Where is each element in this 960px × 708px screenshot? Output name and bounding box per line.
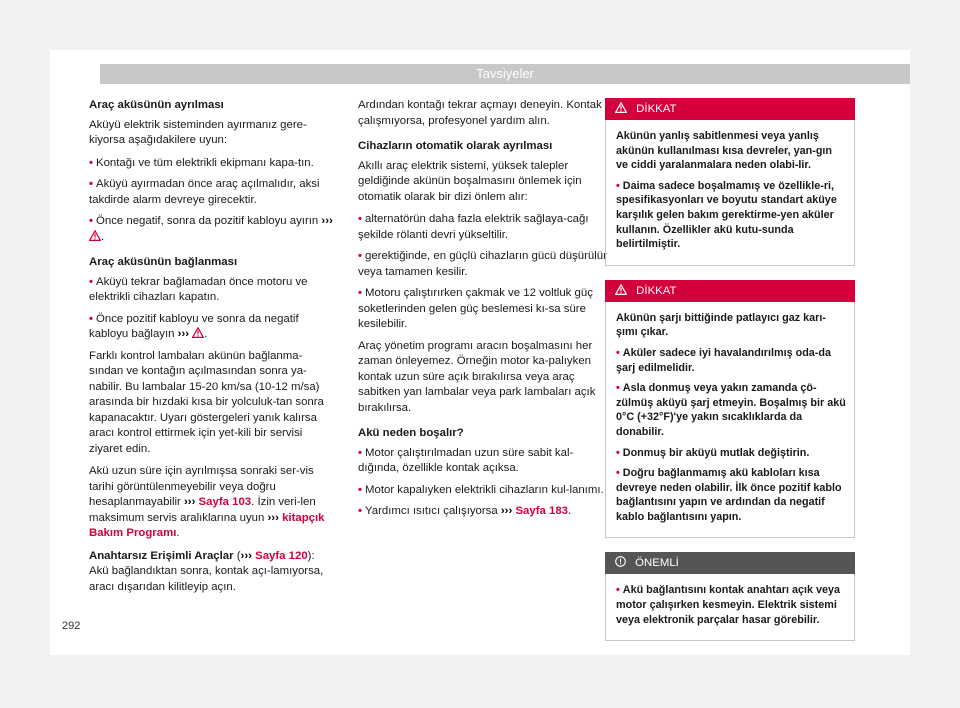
list-item: • Motor kapalıyken elektrikli cihazların kul-lanımı.	[358, 483, 604, 496]
warning-box	[605, 280, 855, 539]
notice-box	[605, 552, 855, 641]
paragraph: Anahtarsız Erişimli Araçlar (››› Sayfa 120): Akü bağlandıktan sonra, kontak açı-lamıyorsa, aracı dışarıdan kilitleyip açın.	[89, 549, 324, 593]
warning-triangle-icon	[615, 102, 627, 113]
list-item: • Önce negatif, sonra da pozitif kabloyu ayırın ››› .	[89, 215, 333, 243]
page-link[interactable]: Sayfa 120	[255, 549, 308, 562]
paragraph: Farklı kontrol lambaları akünün bağlanma-sından ve kontağın açılmasından sonra ya-nabilir. Bu lambalar 15-20 km/sa (10-12 m/sa) arasında bir hızdaki kısa bir yolculuk-tan sonra kapanacaktır. Uyarı göstergeleri yanık kalırsa aracı kontrol ettirmek için yet-kili bir servisi ziyaret edin.	[89, 349, 324, 455]
warning-box-body: Akünün yanlış sabitlenmesi veya yanlış akünün kullanılması kısa devreler, yan-gın ve ciddi yaralanmalara neden olabi-lir. • Daima sadece boşalmamış ve özellikle-ri, spesifikasyonları ve boyutu standart aküye karşılık gelen bakım gerektirme-yen aküler kullanın. Özellikler akü kutu-sunda belirtilmiştir.	[605, 120, 855, 266]
info-circle-icon	[615, 556, 626, 567]
list-item: • Yardımcı ısıtıcı çalışıyorsa ››› Sayfa 183.	[358, 505, 572, 517]
warning-box-header: DİKKAT	[605, 98, 855, 120]
section-header: Tavsiyeler	[100, 64, 910, 84]
notice-box-header: ÖNEMLİ	[605, 552, 855, 574]
list-item: • gerektiğinde, en güçlü cihazların gücü düşürülür veya tamamen kesilir.	[358, 250, 607, 278]
heading-auto-disconnect: Cihazların otomatik olarak ayrılması	[358, 140, 553, 152]
list-item: • Motor çalıştırılmadan uzun süre sabit kal-dığında, özellikle kontak açıksa.	[358, 446, 574, 474]
list-item: • alternatörün daha fazla elektrik sağlaya-cağı şekilde rölanti devri yükseltilir.	[358, 213, 589, 241]
warning-triangle-icon	[89, 230, 101, 241]
column-3	[605, 98, 855, 655]
heading-why-discharge: Akü neden boşalır?	[358, 427, 464, 439]
page-number: 292	[62, 620, 81, 632]
list-item: • Aküyü ayırmadan önce araç açılmalıdır, aksi takdirde alarm devreye girecektir.	[89, 178, 320, 206]
list-item: • Önce pozitif kabloyu ve sonra da negatif kabloyu bağlayın ››› .	[89, 312, 299, 340]
list-item: • Motoru çalıştırırken çakmak ve 12 voltluk güç soketlerinden gelen güç beslemesi kı-sa süre kesilebilir.	[358, 287, 593, 330]
warning-box	[605, 98, 855, 266]
manual-page	[50, 50, 910, 655]
notice-box-body: • Akü bağlantısını kontak anahtarı açık veya motor çalışırken kesmeyin. Elektrik sistemi veya elektronik parçalar hasar görebilir.	[605, 574, 855, 641]
list-item: • Aküyü tekrar bağlamadan önce motoru ve elektrikli cihazları kapatın.	[89, 275, 308, 303]
column-1	[89, 98, 334, 602]
warning-box-header: DİKKAT	[605, 280, 855, 302]
booklet-link[interactable]: kitapçık Bakım Programı	[89, 511, 325, 539]
warning-triangle-icon	[615, 284, 627, 295]
list-item: • Kontağı ve tüm elektrikli ekipmanı kapa-tın.	[89, 156, 314, 169]
paragraph: Akü uzun süre için ayrılmışsa sonraki ser-vis tarihi görüntülenmeyebilir veya doğru hesaplanmayabilir ››› Sayfa 103. İzin veri-len maksimum servis aralıklarına uyun ››› kitapçık Bakım Programı.	[89, 465, 325, 539]
heading-battery-disconnect: Araç aküsünün ayrılması	[89, 99, 224, 111]
paragraph: Ardından kontağı tekrar açmayı deneyin. Kontak çalışmıyorsa, profesyonel yardım alın.	[358, 99, 602, 127]
paragraph: Aküyü elektrik sisteminden ayırmanız gere-kiyorsa aşağıdakilere uyun:	[89, 118, 307, 146]
paragraph: Araç yönetim programı aracın boşalmasını her zaman önleyemez. Örneğin motor ka-palıyken kontak uzun süre açık bırakılırsa veya araç sabitken yan lambalar veya park lambaları açık bırakılırsa.	[358, 339, 596, 414]
paragraph: Akıllı araç elektrik sistemi, yüksek talepler geldiğinde akünün boşalmasını önlemek için otomatik olarak bir dizi önlem alır:	[358, 159, 582, 203]
warning-triangle-icon	[192, 327, 204, 338]
page-link[interactable]: Sayfa 183	[515, 505, 569, 517]
column-2	[358, 98, 608, 526]
warning-box-body: Akünün şarjı bittiğinde patlayıcı gaz karı-şımı çıkar. • Aküler sadece iyi havalandırılmış oda-da şarj edilmelidir. • Asla donmuş veya yakın zamanda çö-zülmüş aküyü şarj etmeyin. Boşalmış bir akü 0°C (+32°F)'ye yakın sıcaklıklarda da donabilir. • Donmuş bir aküyü mutlak değiştirin. • Doğru bağlanmamış akü kabloları kısa devreye neden olabilir. İlk önce pozitif kablo bağlantısını yapın ve ardından da negatif kablo bağlantısını yapın.	[605, 302, 855, 539]
heading-battery-connect: Araç aküsünün bağlanması	[89, 256, 238, 268]
page-link[interactable]: Sayfa 103	[198, 496, 252, 508]
